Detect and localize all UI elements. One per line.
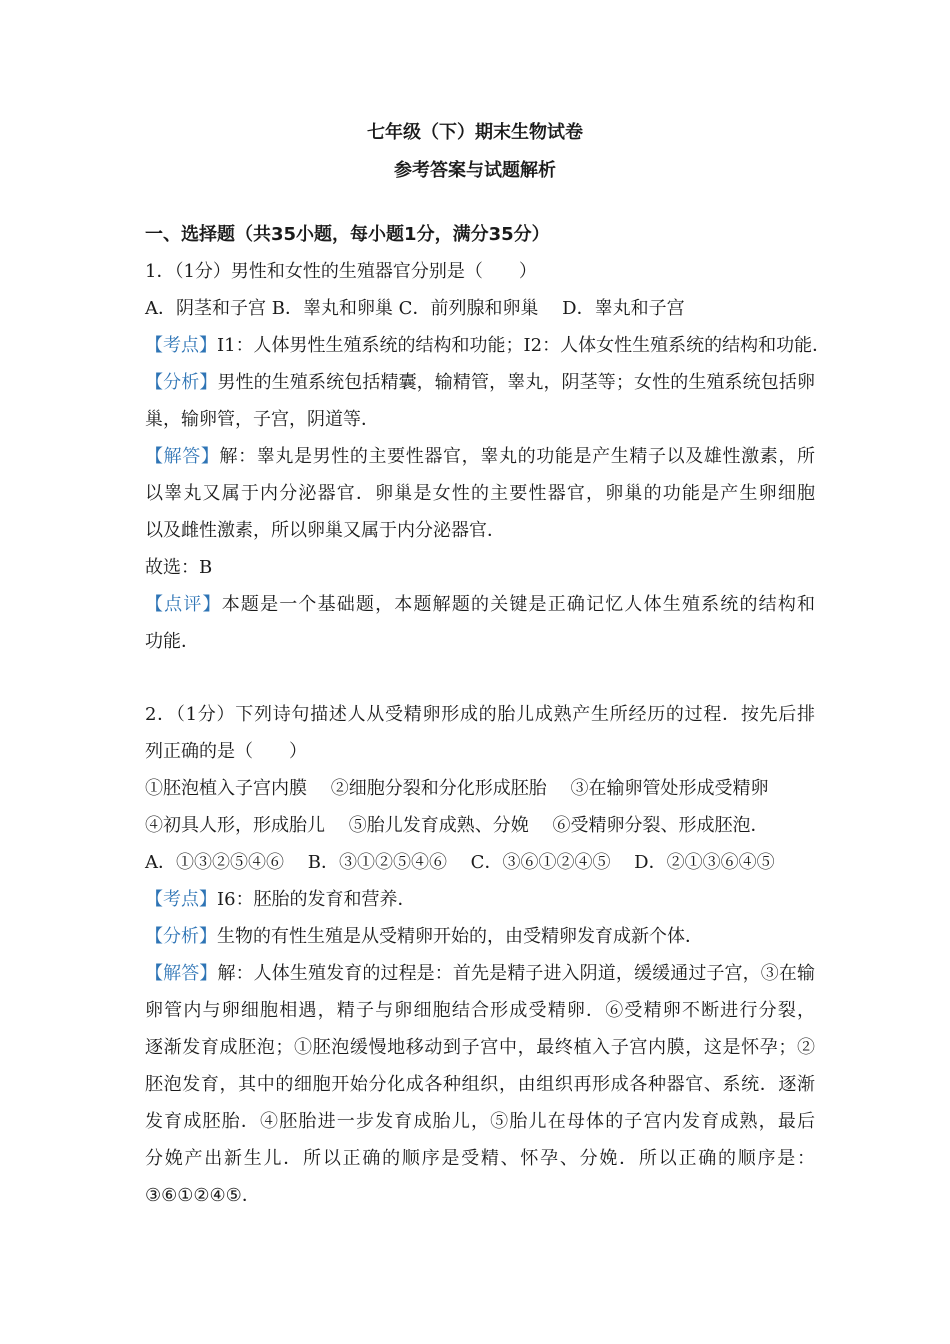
q1-stem: 1．（1分）男性和女性的生殖器官分别是（ ）: [145, 261, 537, 282]
q1-fenxi: [145, 372, 815, 396]
q2-jieda-line: 胚泡发育，其中的细胞开始分化成各种组织，由组织再形成各种器官、系统．逐渐: [145, 1074, 815, 1095]
q2-item-line: ④初具人形，形成胎儿 ⑤胎儿发育成熟、分娩 ⑥受精卵分裂、形成胚泡．: [145, 815, 769, 836]
kaodian-label: 【考点】: [145, 335, 217, 356]
q1-options: A．阴茎和子宫 B．睾丸和卵巢 C．前列腺和卵巢 D．睾丸和子宫: [145, 298, 685, 319]
q2-item-line: ①胚泡植入子宫内膜 ②细胞分裂和分化形成胚胎 ③在输卵管处形成受精卵: [145, 778, 769, 799]
q1-dianping: [145, 594, 815, 618]
jieda-label: 【解答】: [145, 446, 220, 467]
q2-fenxi: [145, 926, 815, 950]
fenxi-label: 【分析】: [145, 372, 218, 393]
page-title: 七年级（下）期末生物试卷: [367, 122, 583, 143]
section-heading: 一、选择题（共35小题，每小题1分，满分35分）: [145, 224, 550, 245]
q2-jieda-line: 发育成胚胎．④胚胎进一步发育成胎儿，⑤胎儿在母体的子宫内发育成熟，最后: [145, 1111, 815, 1132]
q1-fenxi-line: 巢，输卵管，子宫，阴道等．: [145, 409, 379, 430]
q2-stem-line: 2．（1分）下列诗句描述人从受精卵形成的胎儿成熟产生所经历的过程．按先后排: [145, 704, 815, 725]
q1-kaodian-text: I1：人体男性生殖系统的结构和功能；I2：人体女性生殖系统的结构和功能．: [217, 335, 831, 356]
q2-stem-line: 列正确的是（ ）: [145, 741, 307, 762]
q1-dianping-line: 功能．: [145, 631, 199, 652]
q1-jieda-line: 以及雌性激素，所以卵巢又属于内分泌器官．: [145, 520, 505, 541]
q2-jieda-line: 逐渐发育成胚泡；①胚泡缓慢地移动到子宫中，最终植入子宫内膜，这是怀孕；②: [145, 1037, 815, 1058]
q1-dianping-line: 本题是一个基础题，本题解题的关键是正确记忆人体生殖系统的结构和: [221, 594, 816, 615]
q1-jieda: [145, 446, 815, 470]
fenxi-label: 【分析】: [145, 926, 217, 947]
q2-kaodian: [145, 889, 815, 913]
q2-jieda-line: 解：人体生殖发育的过程是：首先是精子进入阴道，缓缓通过子宫，③在输: [217, 963, 816, 984]
q2-jieda-line: 分娩产出新生儿．所以正确的顺序是受精、怀孕、分娩．所以正确的顺序是：: [145, 1148, 815, 1169]
q1-jieda-line: 以睾丸又属于内分泌器官．卵巢是女性的主要性器官，卵巢的功能是产生卵细胞: [145, 483, 815, 504]
jieda-label: 【解答】: [145, 963, 218, 984]
q2-kaodian-text: I6：胚胎的发育和营养．: [217, 889, 416, 910]
q2-jieda: [145, 963, 815, 987]
q2-options: A．①③②⑤④⑥ B．③①②⑤④⑥ C．③⑥①②④⑤ D．②①③⑥④⑤: [145, 852, 775, 873]
q2-jieda-line: ③⑥①②④⑤．: [145, 1185, 260, 1206]
q1-fenxi-line: 男性的生殖系统包括精囊，输精管，睾丸，阴茎等；女性的生殖系统包括卵: [217, 372, 816, 393]
dianping-label: 【点评】: [145, 594, 222, 615]
kaodian-label: 【考点】: [145, 889, 217, 910]
q1-kaodian: [145, 335, 831, 359]
q2-fenxi-text: 生物的有性生殖是从受精卵开始的，由受精卵发育成新个体．: [217, 926, 703, 947]
q1-jieda-line: 解：睾丸是男性的主要性器官，睾丸的功能是产生精子以及雄性激素，所: [219, 446, 815, 467]
page-subtitle: 参考答案与试题解析: [394, 160, 556, 181]
q2-jieda-line: 卵管内与卵细胞相遇，精子与卵细胞结合形成受精卵．⑥受精卵不断进行分裂，: [145, 1000, 815, 1021]
q1-answer: 故选：B: [145, 557, 213, 578]
